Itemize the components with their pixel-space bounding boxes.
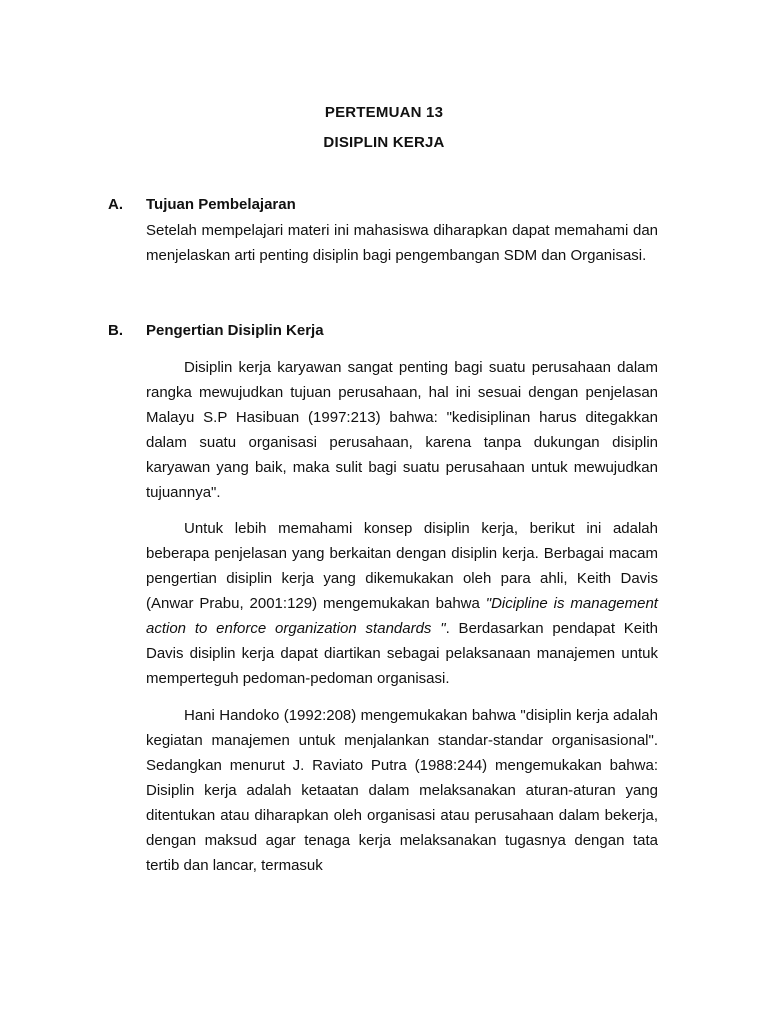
section-b-paragraph-1: Disiplin kerja karyawan sangat penting bagi suatu perusahaan dalam rangka mewujudkan tujuan perusahaan, hal ini sesuai dengan penjelasan Malayu S.P Hasibuan (1997:213) bahwa: "kedisiplinan harus ditegakkan dalam suatu organisasi perusahaan, karena tanpa dukungan disiplin karyawan yang baik, maka sulit bagi suatu perusahaan untuk mewujudkan tujuannya". (146, 359, 658, 501)
paragraph-2-quote: "Dicipline is management action to enforce organization standards " (146, 595, 658, 637)
section-b-paragraph-2 (146, 516, 658, 691)
document-title: PERTEMUAN 13 (324, 104, 444, 121)
section-b-letter: B. (108, 322, 123, 339)
section-b-heading: Pengertian Disiplin Kerja (146, 322, 324, 339)
section-b-paragraph-3: Hani Handoko (1992:208) mengemukakan bahwa "disiplin kerja adalah kegiatan manajemen untuk menjalankan standar-standar organisasional". Sedangkan menurut J. Raviato Putra (1988:244) mengemukakan bahwa: Disiplin kerja adalah ketaatan dalam melaksanakan aturan-aturan yang ditentukan atau diharapkan oleh organisasi atau perusahaan dalam bekerja, dengan maksud agar tenaga kerja melaksanakan tugasnya dengan tata tertib dan lancar, termasuk (146, 707, 658, 874)
section-a-text: Setelah mempelajari materi ini mahasiswa diharapkan dapat memahami dan menjelaskan arti penting disiplin bagi pengembangan SDM dan Organisasi. (146, 222, 658, 264)
paragraph-2-text-end: . Berdasarkan pendapat Keith Davis disiplin kerja dapat diartikan sebagai pelaksanaan manajemen untuk memperteguh pedoman-pedoman organisasi. (146, 620, 658, 687)
section-a-heading: Tujuan Pembelajaran (146, 196, 296, 213)
section-a-letter: A. (108, 196, 123, 213)
document-subtitle: DISIPLIN KERJA (323, 134, 445, 151)
paragraph-2-text-start: Untuk lebih memahami konsep disiplin kerja, berikut ini adalah beberapa penjelasan yang berkaitan dengan disiplin kerja. Berbagai macam pengertian disiplin kerja yang dikemukakan oleh para ahli, Keith Davis (Anwar Prabu, 2001:129) mengemukakan bahwa (146, 520, 658, 612)
